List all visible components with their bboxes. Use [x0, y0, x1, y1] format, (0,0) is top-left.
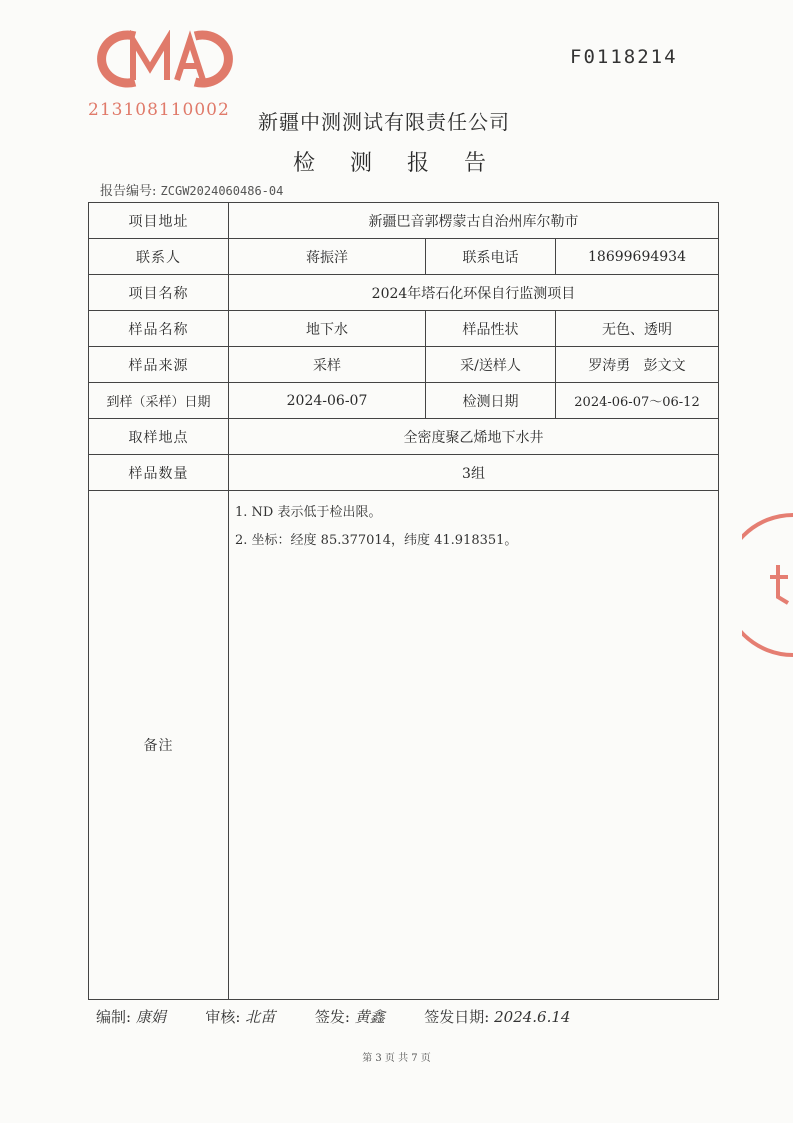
issue-signature: 黄鑫 [354, 1008, 385, 1026]
serial-number: F0118214 [570, 46, 678, 68]
report-number-label: 报告编号: [100, 184, 157, 199]
table-row [89, 347, 719, 383]
sample-count-label: 样品数量 [89, 455, 229, 491]
cma-number: 213108110002 [88, 100, 230, 120]
table-row [89, 311, 719, 347]
remarks-content [229, 491, 719, 1000]
arrival-date-label: 到样（采样）日期 [89, 383, 229, 419]
sampler-value: 罗涛勇 彭文文 [556, 347, 719, 383]
sampling-site-value: 全密度聚乙烯地下水井 [229, 419, 719, 455]
arrival-date-value: 2024-06-07 [229, 383, 426, 419]
issue-label: 签发: [314, 1008, 350, 1026]
project-address-label: 项目地址 [89, 203, 229, 239]
contact-label: 联系人 [89, 239, 229, 275]
phone-label: 联系电话 [426, 239, 556, 275]
contact-value: 蒋振洋 [229, 239, 426, 275]
table-row [89, 491, 719, 1000]
compiled-signature: 康娟 [135, 1008, 166, 1026]
sampling-site-label: 取样地点 [89, 419, 229, 455]
company-name: 新疆中测测试有限责任公司 [258, 110, 510, 134]
project-address-value: 新疆巴音郭楞蒙古自治州库尔勒市 [229, 203, 719, 239]
info-table [88, 202, 719, 1000]
cma-logo [95, 30, 235, 88]
sample-property-value: 无色、透明 [556, 311, 719, 347]
report-number [100, 180, 283, 199]
sample-source-value: 采样 [229, 347, 426, 383]
project-name-value: 2024年塔石化环保自行监测项目 [229, 275, 719, 311]
issue-date-value: 2024.6.14 [494, 1008, 571, 1026]
issue-date-label: 签发日期: [424, 1008, 490, 1026]
sample-name-value: 地下水 [229, 311, 426, 347]
phone-value: 18699694934 [556, 239, 719, 275]
table-row [89, 419, 719, 455]
test-date-label: 检测日期 [426, 383, 556, 419]
seal-stamp [742, 505, 793, 665]
remark-line: 2. 坐标：经度 85.377014，纬度 41.918351。 [235, 533, 518, 548]
test-date-value: 2024-06-07～06-12 [556, 383, 719, 419]
sample-property-label: 样品性状 [426, 311, 556, 347]
sample-count-value: 3组 [229, 455, 719, 491]
review-label: 审核: [205, 1008, 241, 1026]
table-row [89, 383, 719, 419]
sampler-label: 采/送样人 [426, 347, 556, 383]
table-row [89, 455, 719, 491]
page-indicator: 第 3 页 共 7 页 [362, 1053, 431, 1064]
sample-source-label: 样品来源 [89, 347, 229, 383]
report-number-value: ZCGW2024060486-04 [160, 184, 284, 198]
remark-line: 1. ND 表示低于检出限。 [235, 505, 382, 520]
signature-row [96, 1006, 570, 1027]
document-title: 检 测 报 告 [293, 151, 500, 176]
compiled-label: 编制: [96, 1008, 132, 1026]
table-row [89, 275, 719, 311]
project-name-label: 项目名称 [89, 275, 229, 311]
table-row [89, 203, 719, 239]
review-signature: 北苗 [245, 1008, 276, 1026]
table-row [89, 239, 719, 275]
remarks-label: 备注 [89, 491, 229, 1000]
sample-name-label: 样品名称 [89, 311, 229, 347]
